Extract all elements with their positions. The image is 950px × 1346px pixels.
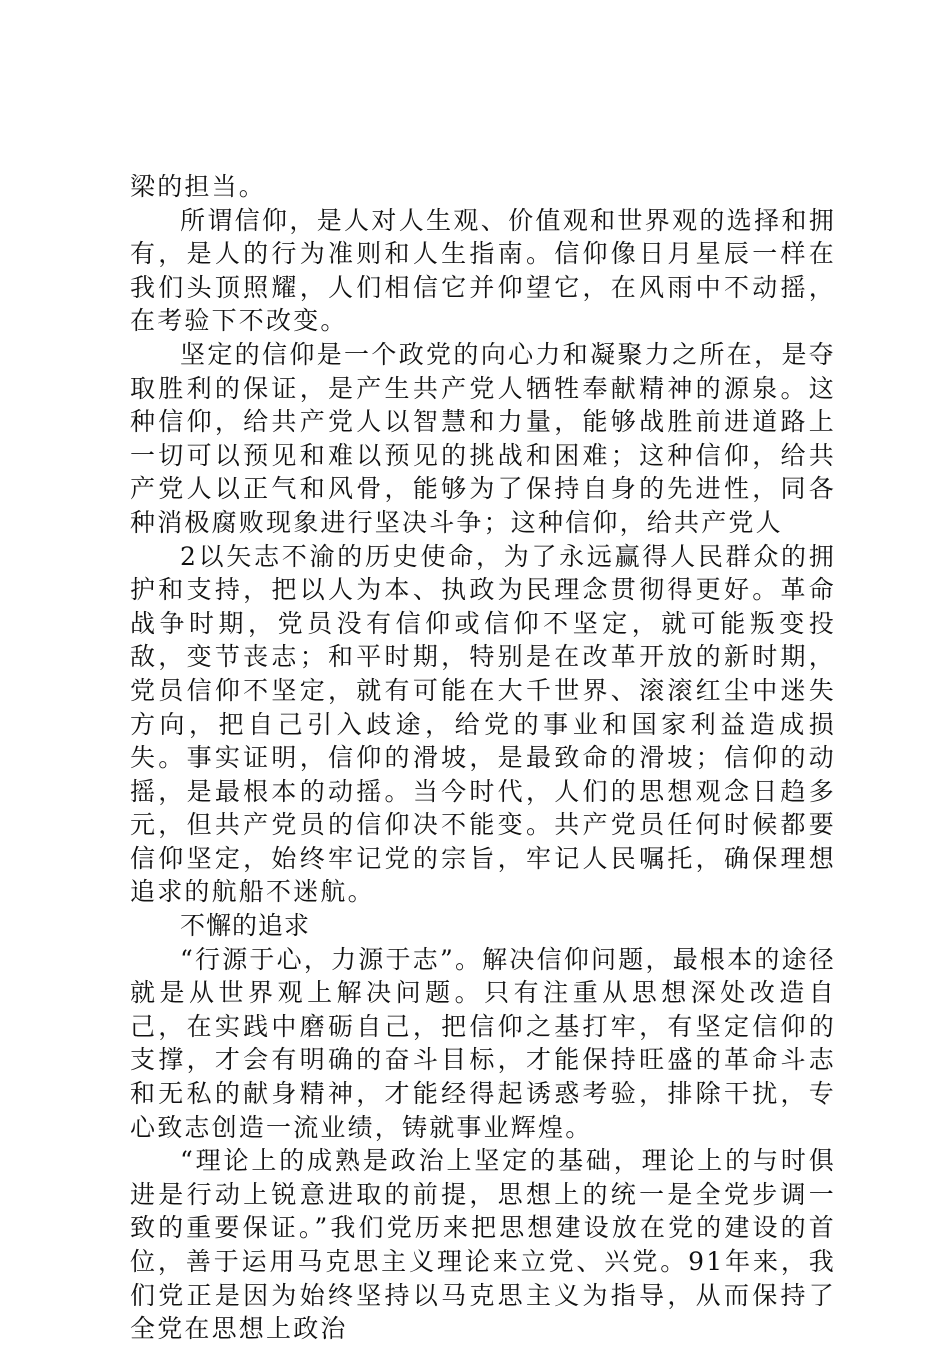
paragraph-firm-belief: 坚定的信仰是一个政党的向心力和凝聚力之所在，是夺取胜利的保证，是产生共产党人牺牲奉献精神的源泉。这种信仰，给共产党人以智慧和力量，能够战胜前进道路上一切可以预见和难以预见的挑战和困难；这种信仰，给共产党人以正气和风骨，能够为了保持自身的先进性，同各种消极腐败现象进行坚决斗争；这种信仰，给共产党人 — [130, 339, 836, 537]
paragraph-continuation: 梁的担当。 — [130, 172, 267, 201]
paragraph-theory: “理论上的成熟是政治上坚定的基础，理论上的与时俱进是行动上锐意进取的前提，思想上的统一是全党步调一致的重要保证。”我们党历来把思想建设放在党的建设的首位，善于运用马克思主义理论来立党、兴党。91年来，我们党正是因为始终坚持以马克思主义为指导，从而保持了全党在思想上政治 — [130, 1146, 836, 1344]
section-heading: 不懈的追求 — [180, 911, 311, 941]
paragraph-historical-mission: 2以矢志不渝的历史使命，为了永远赢得人民群众的拥护和支持，把以人为本、执政为民理念贯彻得更好。革命战争时期，党员没有信仰或信仰不坚定，就可能叛变投敌，变节丧志；和平时期，特别是在改革开放的新时期，党员信仰不坚定，就有可能在大千世界、滚滚红尘中迷失方向，把自己引入歧途，给党的事业和国家利益造成损失。事实证明，信仰的滑坡，是最致命的滑坡；信仰的动摇，是最根本的动摇。当今时代，人们的思想观念日趋多元，但共产党员的信仰决不能变。共产党员任何时候都要信仰坚定，始终牢记党的宗旨，牢记人民嘱托，确保理想追求的航船不迷航。 — [130, 541, 836, 907]
paragraph-belief-definition: 所谓信仰，是人对人生观、价值观和世界观的选择和拥有，是人的行为准则和人生指南。信仰像日月星辰一样在我们头顶照耀，人们相信它并仰望它，在风雨中不动摇，在考验下不改变。 — [130, 205, 836, 336]
paragraph-pursuit: “行源于心，力源于志”。解决信仰问题，最根本的途径就是从世界观上解决问题。只有注重从思想深处改造自己，在实践中磨砺自己，把信仰之基打牢，有坚定信仰的支撑，才会有明确的奋斗目标，才能保持旺盛的革命斗志和无私的献身精神，才能经得起诱惑考验，排除干扰，专心致志创造一流业绩，铸就事业辉煌。 — [130, 944, 836, 1142]
document-body — [130, 170, 836, 1346]
